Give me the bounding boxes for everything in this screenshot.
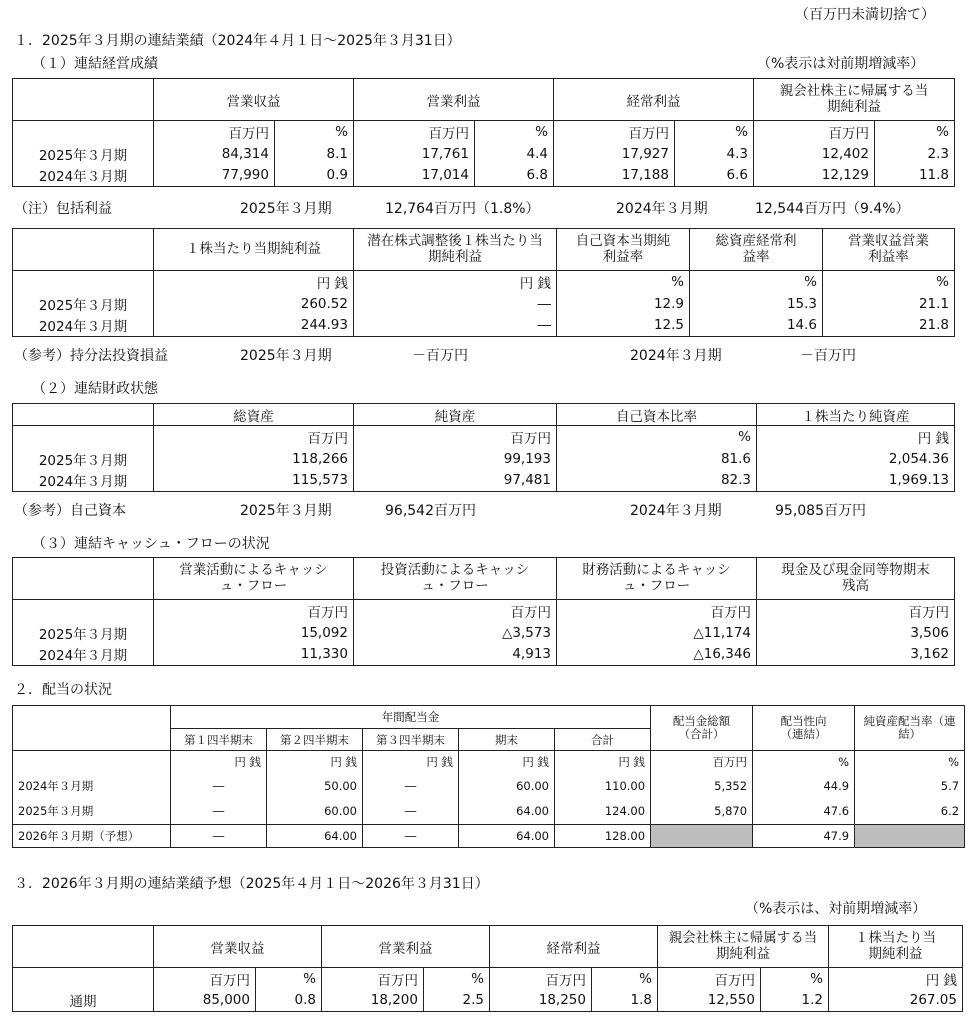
equity-method-label: （参考）持分法投資損益	[14, 348, 168, 364]
value-cell: 17,927	[554, 143, 675, 165]
value-cell: 64.00	[459, 799, 555, 825]
col-header: 現金及び現金同等物期末残高	[757, 558, 955, 600]
unit-cell: %	[875, 121, 955, 143]
equity-method-period-2: 2024年３月期	[630, 348, 722, 364]
unit-cell: %	[761, 968, 829, 990]
col-header: 合計	[555, 729, 651, 751]
unit-cell: 円 銭	[829, 968, 963, 990]
own-capital-value-2: 95,085百万円	[775, 503, 866, 519]
row-label: 2025年３月期	[13, 293, 154, 315]
value-cell: 18,200	[322, 990, 424, 1012]
value-cell: 17,761	[354, 143, 475, 165]
value-cell: 0.9	[275, 165, 354, 187]
value-cell: 267.05	[829, 990, 963, 1012]
row-label: 2025年３月期	[13, 622, 154, 644]
value-cell: 64.00	[459, 825, 555, 848]
value-cell: 21.1	[823, 293, 955, 315]
unit-cell: %	[592, 968, 658, 990]
value-cell: 0.8	[256, 990, 322, 1012]
unit-cell: 円 銭	[459, 751, 555, 773]
value-cell: ―	[363, 825, 459, 848]
col-header: 営業活動によるキャッシュ・フロー	[154, 558, 354, 600]
comp-income-label: （注）包括利益	[14, 201, 112, 217]
row-label: 2025年３月期	[13, 143, 154, 165]
value-cell: 64.00	[267, 825, 363, 848]
unit-cell: 円 銭	[555, 751, 651, 773]
annual-dividend-header: 年間配当金	[171, 706, 651, 729]
value-cell: 244.93	[154, 315, 354, 337]
unit-cell: 百万円	[757, 600, 955, 622]
value-cell: 18,250	[490, 990, 592, 1012]
value-cell: 2,054.36	[757, 448, 955, 470]
unit-cell: %	[256, 968, 322, 990]
dividend-table	[12, 705, 965, 848]
section-1-3-title: （３）連結キャッシュ・フローの状況	[32, 536, 270, 552]
col-header: １株当たり当期純利益	[829, 926, 963, 968]
col-header: 配当性向（連結）	[753, 706, 855, 751]
section-1-title: １．2025年３月期の連結業績（2024年４月１日～2025年３月31日）	[14, 33, 461, 49]
unit-cell: 百万円	[322, 968, 424, 990]
unit-cell: 百万円	[154, 426, 354, 448]
value-cell: 14.6	[690, 315, 823, 337]
own-capital-period-1: 2025年３月期	[240, 503, 332, 519]
value-cell: △3,573	[354, 622, 557, 644]
unit-cell: 円 銭	[171, 751, 267, 773]
value-cell: 5,870	[651, 799, 753, 825]
value-cell: 4,913	[354, 644, 557, 666]
value-cell: 1.8	[592, 990, 658, 1012]
unit-cell: %	[675, 121, 754, 143]
value-cell: 47.9	[753, 825, 855, 848]
value-cell: 15,092	[154, 622, 354, 644]
value-cell: 77,990	[154, 165, 275, 187]
comp-income-period-2: 2024年３月期	[616, 201, 708, 217]
value-cell: 118,266	[154, 448, 354, 470]
unit-cell: 百万円	[154, 121, 275, 143]
value-cell: ―	[171, 799, 267, 825]
value-cell: 60.00	[267, 799, 363, 825]
value-cell: 85,000	[154, 990, 256, 1012]
unit-cell: 百万円	[154, 600, 354, 622]
value-cell: 15.3	[690, 293, 823, 315]
col-header: 配当金総額（合計）	[651, 706, 753, 751]
cash-flow-table	[12, 557, 955, 666]
comp-income-value-1: 12,764百万円（1.8%）	[385, 201, 540, 217]
row-label: 2024年３月期	[13, 165, 154, 187]
equity-method-period-1: 2025年３月期	[240, 348, 332, 364]
row-label: 通期	[13, 990, 154, 1012]
value-cell: 3,506	[757, 622, 955, 644]
value-cell: 1,969.13	[757, 470, 955, 492]
value-cell: 17,014	[354, 165, 475, 187]
col-header: 総資産経常利益率	[690, 229, 823, 271]
equity-method-value-1: －百万円	[412, 348, 468, 364]
value-cell: ―	[363, 799, 459, 825]
value-cell: 2.3	[875, 143, 955, 165]
comp-income-value-2: 12,544百万円（9.4%）	[755, 201, 910, 217]
value-cell: 5.7	[855, 773, 965, 799]
unit-cell: %	[855, 751, 965, 773]
comp-income-period-1: 2025年３月期	[240, 201, 332, 217]
value-cell: 12.9	[557, 293, 690, 315]
row-label: 2024年３月期	[13, 315, 154, 337]
value-cell: 99,193	[354, 448, 557, 470]
row-label: 2025年３月期	[13, 448, 154, 470]
col-header: 自己資本当期純利益率	[557, 229, 690, 271]
unit-cell: 百万円	[354, 121, 475, 143]
unit-cell: %	[424, 968, 490, 990]
col-header: 財務活動によるキャッシュ・フロー	[557, 558, 757, 600]
col-header: 潜在株式調整後１株当たり当期純利益	[354, 229, 557, 271]
shaded-cell	[651, 825, 753, 848]
col-header: 経常利益	[554, 79, 754, 121]
value-cell: △16,346	[557, 644, 757, 666]
unit-cell: %	[557, 271, 690, 293]
value-cell: 4.4	[475, 143, 554, 165]
col-header: 純資産	[354, 404, 557, 426]
value-cell: ―	[354, 315, 557, 337]
value-cell: 82.3	[557, 470, 757, 492]
value-cell: ―	[171, 825, 267, 848]
unit-cell: 百万円	[490, 968, 592, 990]
unit-cell: 百万円	[754, 121, 875, 143]
value-cell: 12.5	[557, 315, 690, 337]
col-header: 第１四半期末	[171, 729, 267, 751]
col-header: 投資活動によるキャッシュ・フロー	[354, 558, 557, 600]
value-cell: 6.8	[475, 165, 554, 187]
section-1-1-title: （１）連結経営成績	[32, 56, 158, 72]
value-cell: ―	[171, 773, 267, 799]
value-cell: 115,573	[154, 470, 354, 492]
unit-cell: 円 銭	[354, 271, 557, 293]
unit-cell: 円 銭	[757, 426, 955, 448]
col-header: 経常利益	[490, 926, 658, 968]
col-header: １株当たり当期純利益	[154, 229, 354, 271]
row-label: 2024年３月期	[13, 773, 171, 799]
unit-cell: 円 銭	[267, 751, 363, 773]
value-cell: 260.52	[154, 293, 354, 315]
equity-method-value-2: －百万円	[800, 348, 856, 364]
value-cell: 84,314	[154, 143, 275, 165]
ratios-table	[12, 228, 955, 337]
col-header: 第２四半期末	[267, 729, 363, 751]
col-header: 親会社株主に帰属する当期純利益	[754, 79, 955, 121]
operating-results-table	[12, 78, 955, 187]
value-cell: 60.00	[459, 773, 555, 799]
financial-position-table	[12, 403, 955, 492]
value-cell: 3,162	[757, 644, 955, 666]
value-cell: 47.6	[753, 799, 855, 825]
col-header: 親会社株主に帰属する当期純利益	[658, 926, 829, 968]
value-cell: 128.00	[555, 825, 651, 848]
unit-cell: %	[557, 426, 757, 448]
value-cell: 5,352	[651, 773, 753, 799]
value-cell: 50.00	[267, 773, 363, 799]
shaded-cell	[855, 825, 965, 848]
value-cell: 17,188	[554, 165, 675, 187]
unit-cell: 百万円	[354, 426, 557, 448]
section-1-2-title: （２）連結財政状態	[32, 381, 158, 397]
own-capital-period-2: 2024年３月期	[630, 503, 722, 519]
unit-cell: 百万円	[154, 968, 256, 990]
unit-cell: 円 銭	[363, 751, 459, 773]
value-cell: 1.2	[761, 990, 829, 1012]
section-1-1-note: （%表示は対前期増減率）	[757, 56, 925, 72]
value-cell: △11,174	[557, 622, 757, 644]
value-cell: 110.00	[555, 773, 651, 799]
value-cell: 8.1	[275, 143, 354, 165]
col-header: 営業利益	[354, 79, 554, 121]
unit-cell: 百万円	[557, 600, 757, 622]
value-cell: 6.6	[675, 165, 754, 187]
col-header: 期末	[459, 729, 555, 751]
section-3-note: （%表示は、対前期増減率）	[745, 901, 927, 917]
value-cell: 124.00	[555, 799, 651, 825]
value-cell: 81.6	[557, 448, 757, 470]
unit-cell: 百万円	[354, 600, 557, 622]
own-capital-label: （参考）自己資本	[14, 503, 126, 519]
col-header: 純資産配当率（連結）	[855, 706, 965, 751]
col-header: 営業収益営業利益率	[823, 229, 955, 271]
col-header: 第３四半期末	[363, 729, 459, 751]
value-cell: 2.5	[424, 990, 490, 1012]
value-cell: 12,550	[658, 990, 761, 1012]
value-cell: 12,402	[754, 143, 875, 165]
unit-cell: 百万円	[651, 751, 753, 773]
col-header: 営業利益	[322, 926, 490, 968]
unit-cell: %	[823, 271, 955, 293]
col-header: 営業収益	[154, 79, 354, 121]
unit-cell: 百万円	[658, 968, 761, 990]
col-header: 自己資本比率	[557, 404, 757, 426]
value-cell: 12,129	[754, 165, 875, 187]
col-header: １株当たり純資産	[757, 404, 955, 426]
unit-cell: 百万円	[554, 121, 675, 143]
section-2-title: ２．配当の状況	[14, 682, 112, 698]
section-3-title: ３．2026年３月期の連結業績予想（2025年４月１日～2026年３月31日）	[14, 876, 489, 892]
unit-cell: 円 銭	[154, 271, 354, 293]
value-cell: 6.2	[855, 799, 965, 825]
corner-cell	[13, 79, 154, 121]
row-label: 2026年３月期（予想）	[13, 825, 171, 848]
value-cell: 21.8	[823, 315, 955, 337]
value-cell: 97,481	[354, 470, 557, 492]
forecast-table	[12, 925, 963, 1012]
value-cell: 11,330	[154, 644, 354, 666]
unit-cell: %	[753, 751, 855, 773]
units-note: （百万円未満切捨て）	[795, 7, 935, 23]
unit-cell: %	[275, 121, 354, 143]
unit-cell: %	[690, 271, 823, 293]
value-cell: ―	[354, 293, 557, 315]
row-label: 2024年３月期	[13, 644, 154, 666]
own-capital-value-1: 96,542百万円	[385, 503, 476, 519]
unit-cell: %	[475, 121, 554, 143]
value-cell: ―	[363, 773, 459, 799]
value-cell: 4.3	[675, 143, 754, 165]
value-cell: 44.9	[753, 773, 855, 799]
col-header: 総資産	[154, 404, 354, 426]
row-label: 2025年３月期	[13, 799, 171, 825]
row-label: 2024年３月期	[13, 470, 154, 492]
value-cell: 11.8	[875, 165, 955, 187]
col-header: 営業収益	[154, 926, 322, 968]
